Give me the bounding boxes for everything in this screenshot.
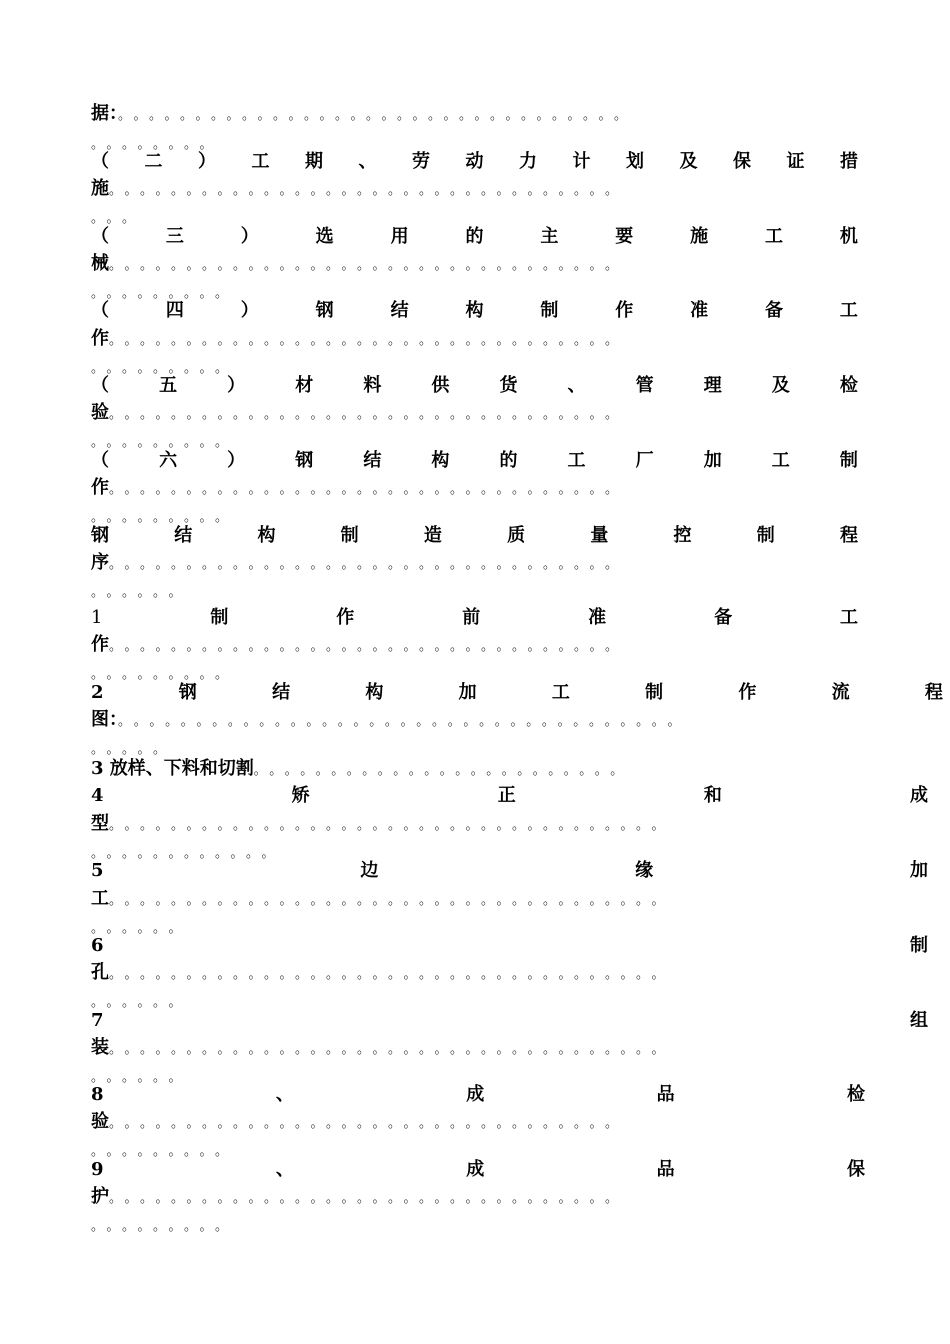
toc-char: 证	[786, 151, 805, 172]
leader-dots: 。。。。。。。。。。。。。。。。。。。。。。。。。。。。。。。。。	[109, 1191, 628, 1206]
toc-char: 2	[91, 682, 104, 703]
leader-dots: 。。。。。。。。。。。。。。。。。。。。。。。。。。。。。。。。。	[109, 1116, 628, 1131]
toc-char: 的	[465, 226, 484, 247]
toc-char: 、	[358, 151, 377, 172]
toc-char: 加	[703, 450, 722, 471]
toc-char: 品	[656, 1159, 675, 1180]
toc-char: 控	[673, 525, 692, 546]
toc-char: 、	[567, 375, 586, 396]
toc-char: 结	[174, 525, 193, 546]
toc-entry-14	[91, 1011, 928, 1031]
toc-char: 成	[466, 1159, 485, 1180]
toc-char: 选	[315, 226, 334, 247]
leader-dots: 。。。。。。。。。。。。。。。。。。。。。。。。	[253, 763, 633, 778]
toc-char: 构	[365, 682, 384, 703]
toc-line	[91, 254, 627, 276]
toc-label: 型	[91, 813, 109, 834]
toc-char: 制	[910, 935, 928, 956]
toc-char: 9	[91, 1159, 104, 1180]
toc-char: 7	[91, 1010, 104, 1031]
toc-char: 工	[771, 450, 790, 471]
toc-char: 备	[765, 300, 784, 321]
toc-char: ）	[240, 300, 259, 321]
toc-char: 备	[714, 607, 733, 628]
toc-char: 的	[499, 450, 518, 471]
toc-char: ）	[240, 226, 259, 247]
toc-line	[91, 889, 674, 911]
toc-char: 造	[423, 525, 442, 546]
leader-dots: 。。。。。。。。。	[91, 286, 238, 301]
leader-dots: 。。。。。。。。。。。。。。。。。。。。。。。。。。。。。。。。。。。。	[109, 967, 674, 982]
toc-entry-15	[91, 1085, 865, 1105]
toc-char: 程	[924, 682, 943, 703]
toc-char: 流	[831, 682, 850, 703]
toc-entry-2	[91, 152, 858, 172]
toc-char: 施	[690, 226, 709, 247]
toc-char: 制	[340, 525, 359, 546]
toc-line	[91, 478, 627, 500]
leader-dots: 。。。。。。。。。。。。。。。。。。。。。。。。。。。。。。。。。	[118, 108, 637, 123]
toc-entry-3	[91, 227, 858, 247]
toc-entry-5	[91, 376, 858, 396]
toc-char: 6	[91, 935, 104, 956]
toc-line	[91, 963, 674, 985]
leader-dots: 。。。。。。。。。。。。。。。。。。。。。。。。。。。。。。。。。	[109, 183, 628, 198]
toc-line	[91, 1112, 627, 1134]
toc-char: 工	[839, 300, 858, 321]
toc-char: 钢	[178, 682, 197, 703]
toc-char: 材	[295, 375, 314, 396]
leader-dots-row	[91, 1140, 237, 1162]
toc-char: 计	[572, 151, 591, 172]
toc-char: 工	[567, 450, 586, 471]
toc-char: 8	[91, 1084, 104, 1105]
toc-label: 验	[91, 1111, 109, 1132]
toc-char: 4	[91, 785, 104, 806]
toc-char: 1	[91, 607, 103, 628]
leader-dots-row	[91, 738, 175, 760]
toc-char: 劳	[412, 151, 430, 172]
toc-char: 、	[275, 1159, 294, 1180]
toc-char: 缘	[635, 860, 654, 881]
leader-dots: 。。。。。。。。。。。。。。。。。。。。。。。。。。。。。。。。。	[109, 639, 628, 654]
toc-char: 结	[272, 682, 291, 703]
toc-char: 厂	[635, 450, 654, 471]
toc-char: 要	[615, 226, 634, 247]
toc-char: 成	[466, 1084, 485, 1105]
leader-dots-row	[91, 663, 237, 685]
toc-label: 序	[91, 552, 109, 573]
toc-char: （	[91, 450, 109, 471]
toc-label: 作	[91, 328, 109, 349]
toc-char: 理	[703, 375, 722, 396]
toc-char: 货	[499, 375, 518, 396]
toc-entry-6	[91, 451, 858, 471]
toc-char: 结	[363, 450, 382, 471]
toc-char: 5	[91, 860, 104, 881]
toc-char: 及	[679, 151, 698, 172]
leader-dots: 。。。。。	[91, 742, 176, 757]
toc-char: 力	[519, 151, 537, 172]
toc-char: （	[91, 375, 109, 396]
toc-line	[91, 635, 627, 657]
toc-char: ）	[198, 151, 216, 172]
toc-label: 装	[91, 1037, 109, 1058]
toc-char: 准	[690, 300, 709, 321]
leader-dots: 。。。。。。	[91, 1070, 191, 1085]
toc-char: 正	[497, 785, 516, 806]
toc-char: 构	[431, 450, 450, 471]
leader-dots-row	[91, 581, 191, 603]
leader-dots: 。。。。。。。。。	[91, 435, 238, 450]
toc-char: （	[91, 226, 109, 247]
toc-char: 工	[765, 226, 784, 247]
toc-char: 钢	[91, 525, 109, 546]
leader-dots: 。。。。。。。。。。。。。。。。。。。。。。。。。。。。。。。。。。。。	[118, 714, 690, 729]
toc-line	[91, 1038, 674, 1060]
toc-char: 、	[275, 1084, 294, 1105]
leader-dots: 。。。。。。。。。	[91, 667, 238, 682]
leader-dots: 。。。。。。。。。。。。。。。。。。。。。。。。。。。。。。。。。	[109, 482, 628, 497]
leader-dots: 。。。。。。	[91, 995, 191, 1010]
leader-dots: 。。。。。。。。。。。。。。。。。。。。。。。。。。。。。。。。。。。。	[109, 893, 674, 908]
toc-char: 前	[462, 607, 481, 628]
leader-dots: 。。。。。。	[91, 585, 191, 600]
toc-entry-11	[91, 786, 928, 806]
toc-char: 构	[257, 525, 276, 546]
toc-entry-8	[91, 608, 858, 628]
toc-label: 施	[91, 178, 109, 199]
toc-line	[91, 553, 627, 575]
toc-label: 作	[91, 634, 109, 655]
toc-entry-7	[91, 526, 858, 546]
toc-char: 五	[159, 375, 178, 396]
toc-char: 期	[305, 151, 323, 172]
toc-char: 六	[159, 450, 178, 471]
leader-dots: 。。。。。。。。。。。。。。。。。。。。。。。。。。。。。。。。。。。。	[109, 818, 674, 833]
toc-char: 工	[839, 607, 858, 628]
leader-dots: 。。。。。。。。。	[91, 510, 238, 525]
toc-char: 结	[390, 300, 409, 321]
leader-dots: 。。。。。。。。。。。。。。。。。。。。。。。。。。。。。。。。。	[109, 258, 628, 273]
toc-char: 程	[839, 525, 858, 546]
toc-char: 二	[144, 151, 163, 172]
toc-entry-16	[91, 1160, 865, 1180]
toc-entry-13	[91, 936, 928, 956]
leader-dots: 。。。。。。。。	[91, 137, 222, 152]
toc-char: 构	[465, 300, 484, 321]
toc-char: 保	[846, 1159, 865, 1180]
toc-label: 图：	[91, 709, 118, 730]
toc-char: 制	[540, 300, 559, 321]
toc-char: 管	[635, 375, 654, 396]
toc-char: 制	[756, 525, 775, 546]
toc-char: 及	[771, 375, 790, 396]
leader-dots-row	[91, 991, 191, 1013]
toc-line	[91, 814, 674, 836]
toc-char: 保	[733, 151, 751, 172]
toc-label: 工	[91, 888, 109, 909]
leader-dots-row	[91, 506, 237, 528]
toc-label: 孔	[91, 962, 109, 983]
toc-entry-4	[91, 301, 858, 321]
toc-line-ju	[91, 104, 636, 126]
toc-char: ）	[227, 450, 246, 471]
toc-char: 检	[846, 1084, 865, 1105]
toc-char: 加	[458, 682, 477, 703]
toc-char: 措	[840, 151, 858, 172]
toc-line	[91, 403, 627, 425]
toc-label: 据：	[91, 103, 118, 124]
leader-dots: 。。。。。。。。。。。。。。。。。。。。。。。。。。。。。。。。。	[109, 557, 628, 572]
toc-line	[91, 1187, 627, 1209]
toc-char: 量	[590, 525, 609, 546]
toc-label: 械	[91, 253, 109, 274]
toc-char: 钢	[295, 450, 314, 471]
toc-char: 成	[909, 785, 928, 806]
toc-entry-12	[91, 861, 928, 881]
toc-label: 作	[91, 477, 109, 498]
toc-char: ）	[227, 375, 246, 396]
toc-char: 作	[336, 607, 355, 628]
leader-dots: 。。。。。。。。。。。。。。。。。。。。。。。。。。。。。。。。。。。。	[109, 1042, 674, 1057]
leader-dots-row	[91, 1215, 237, 1237]
toc-char: 钢	[315, 300, 334, 321]
toc-char: 组	[910, 1010, 928, 1031]
toc-char: 作	[738, 682, 757, 703]
toc-char: 质	[507, 525, 526, 546]
leader-dots: 。。。。。。。。。。。。	[91, 846, 284, 861]
leader-dots: 。。。。。。。。。。。。。。。。。。。。。。。。。。。。。。。。。	[109, 333, 628, 348]
toc-label: 3 放样、下料和切割	[91, 758, 254, 779]
toc-char: 用	[390, 226, 409, 247]
toc-char: （	[91, 300, 109, 321]
toc-char: 划	[626, 151, 644, 172]
toc-char: 加	[909, 860, 928, 881]
leader-dots: 。。。。。。。。。	[91, 1144, 238, 1159]
toc-label: 护	[91, 1186, 109, 1207]
toc-entry-9	[91, 683, 943, 703]
toc-char: 动	[465, 151, 484, 172]
toc-char: 品	[656, 1084, 675, 1105]
toc-char: 检	[839, 375, 858, 396]
toc-char: 供	[431, 375, 450, 396]
toc-label: 验	[91, 402, 109, 423]
toc-char: 主	[540, 226, 559, 247]
toc-char: 机	[839, 226, 858, 247]
toc-char: 料	[363, 375, 382, 396]
toc-char: 作	[615, 300, 634, 321]
toc-line	[91, 179, 627, 201]
toc-char: 工	[551, 682, 570, 703]
toc-char: 四	[165, 300, 184, 321]
toc-char: 制	[210, 607, 229, 628]
toc-line	[91, 759, 632, 781]
leader-dots: 。。。。。。	[91, 921, 191, 936]
toc-char: 准	[588, 607, 607, 628]
toc-char: （	[91, 151, 109, 172]
toc-char: 三	[165, 226, 184, 247]
toc-line	[91, 329, 627, 351]
toc-char: 边	[360, 860, 379, 881]
leader-dots: 。。。。。。。。。	[91, 1219, 238, 1234]
leader-dots: 。。。。。。。。。。。。。。。。。。。。。。。。。。。。。。。。。	[109, 407, 628, 422]
leader-dots: 。。。	[91, 211, 145, 226]
leader-dots: 。。。。。。。。。	[91, 361, 238, 376]
toc-char: 制	[645, 682, 664, 703]
toc-char: 制	[839, 450, 858, 471]
toc-line	[91, 710, 690, 732]
toc-char: 和	[703, 785, 722, 806]
toc-char: 矫	[291, 785, 310, 806]
toc-char: 工	[251, 151, 270, 172]
